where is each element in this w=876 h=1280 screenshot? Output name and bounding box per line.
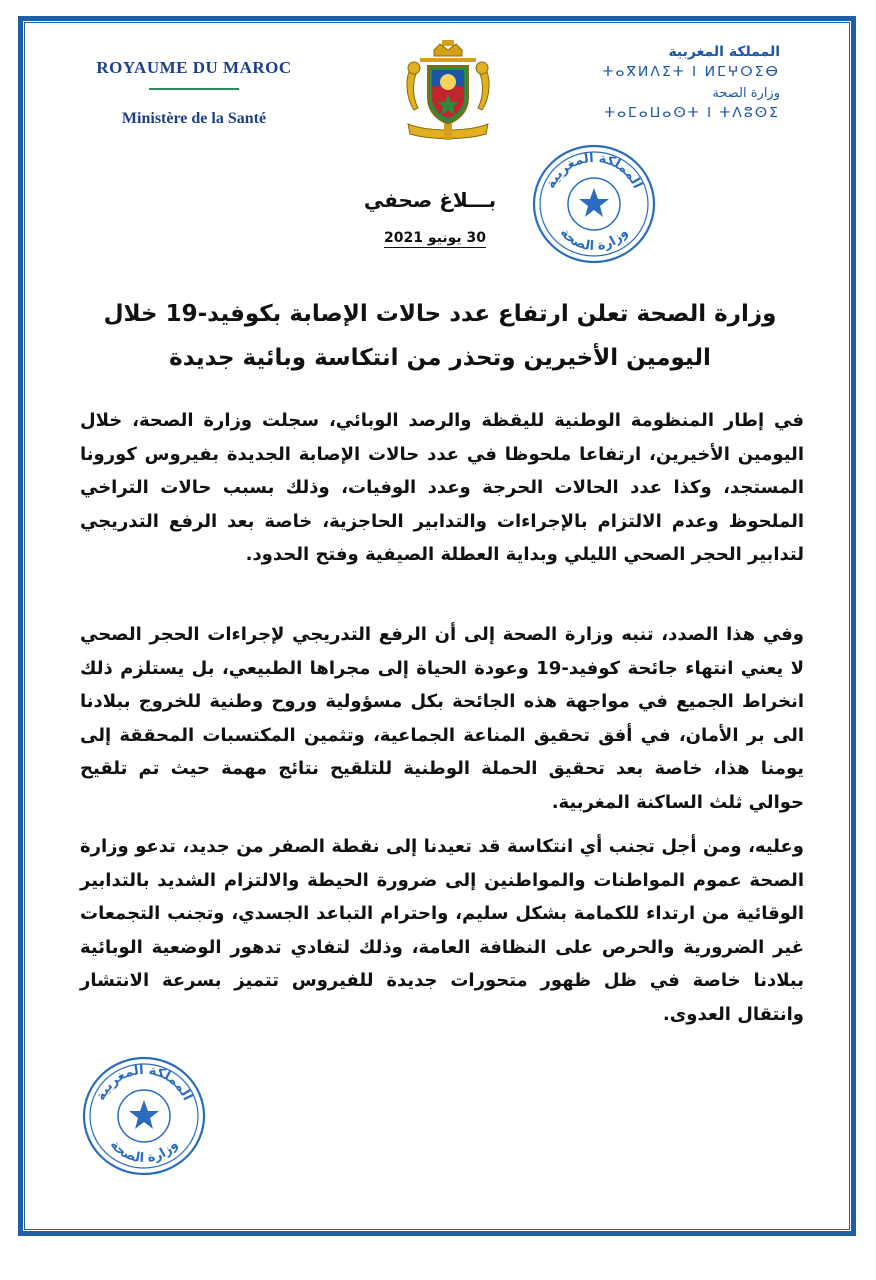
arabic-country-name: المملكة المغربية (668, 44, 780, 60)
french-letterhead (60, 58, 328, 128)
tifinagh-ministry-name: ⵜⴰⵎⴰⵡⴰⵙⵜ ⵏ ⵜⴷⵓⵙⵉ (604, 105, 780, 121)
press-release-title: بـــلاغ صحفي (363, 188, 497, 212)
royal-coat-of-arms-icon (398, 38, 498, 146)
stamp-top-text: المملكة المغربية (93, 1062, 195, 1104)
french-country-name: ROYAUME DU MAROC (96, 58, 292, 77)
tifinagh-country-name: ⵜⴰⴳⵍⴷⵉⵜ ⵏ ⵍⵎⵖⵔⵉⴱ (602, 64, 780, 80)
date-text: 30 يونيو 2021 (384, 230, 486, 246)
ministry-stamp-top (528, 138, 660, 268)
arabic-ministry-name: وزارة الصحة (712, 86, 780, 101)
paragraph-1: في إطار المنظومة الوطنية لليقظة والرصد الوبائي، سجلت وزارة الصحة، خلال اليومين الأخيرين، ارتفاعا ملحوظا في عدد حالات الإصابة الجديدة بفيروس كورونا المستجد، وكذا عدد الحالات الحرجة وعدد الوفيات، وذلك بسبب حالات التراخي الملحوظ وعدم الالتزام بالإجراءات والتدابير الحاجزية، خاصة بعد الرفع التدريجي لتدابير الحجر الصحي الليلي وبداية العطلة الصيفية وفتح الحدود. (80, 410, 804, 565)
french-ministry-name: Ministère de la Santé (121, 110, 267, 127)
star-icon (579, 188, 609, 217)
arabic-letterhead (580, 44, 780, 121)
headline: وزارة الصحة تعلن ارتفاع عدد حالات الإصابة بكوفيد-19 خلال اليومين الأخيرين وتحذر من انتكاسة وبائية جديدة (103, 301, 777, 371)
paragraph-2: وفي هذا الصدد، تنبه وزارة الصحة إلى أن الرفع التدريجي لإجراءات الحجر الصحي لا يعني انتهاء جائحة كوفيد-19 وعودة الحياة إلى مجراها الطبيعي، بل يستلزم ذلك انخراط الجميع في مواجهة هذه الجائحة بكل مسؤولية وروح وطنية للخروج ببلادنا الى بر الأمان، في أفق تحقيق المناعة الجماعية، وتثمين المكتسبات المحققة إلى يومنا هذا، خاصة بعد تحقيق الحملة الوطنية للتلقيح نتائج مهمة حيث تم تلقيح حوالي ثلث الساكنة المغربية. (80, 624, 804, 813)
letterhead-divider (149, 88, 239, 90)
stamp-bottom-text: وزارة الصحة (556, 225, 632, 255)
ministry-stamp-bottom (78, 1050, 210, 1180)
press-release-date (380, 230, 490, 246)
paragraph-3: وعليه، ومن أجل تجنب أي انتكاسة قد تعيدنا إلى نقطة الصفر من جديد، تدعو وزارة الصحة عموم المواطنات والمواطنين إلى ضرورة الحيطة والالتزام الشديد بالتدابير الوقائية من ارتداء للكمامة بشكل سليم، واحترام التباعد الجسدي، وتجنب التجمعات غير الضرورية والحرص على النظافة العامة، وذلك لتفادي تدهور الوضعية الوبائية ببلادنا خاصة في ظل ظهور متحورات جديدة للفيروس تتميز بسرعة الانتشار وانتقال العدوى. (80, 836, 804, 1025)
stamp-top-text: المملكة المغربية (543, 150, 645, 192)
star-icon (129, 1100, 159, 1129)
stamp-bottom-text: وزارة الصحة (106, 1137, 182, 1167)
